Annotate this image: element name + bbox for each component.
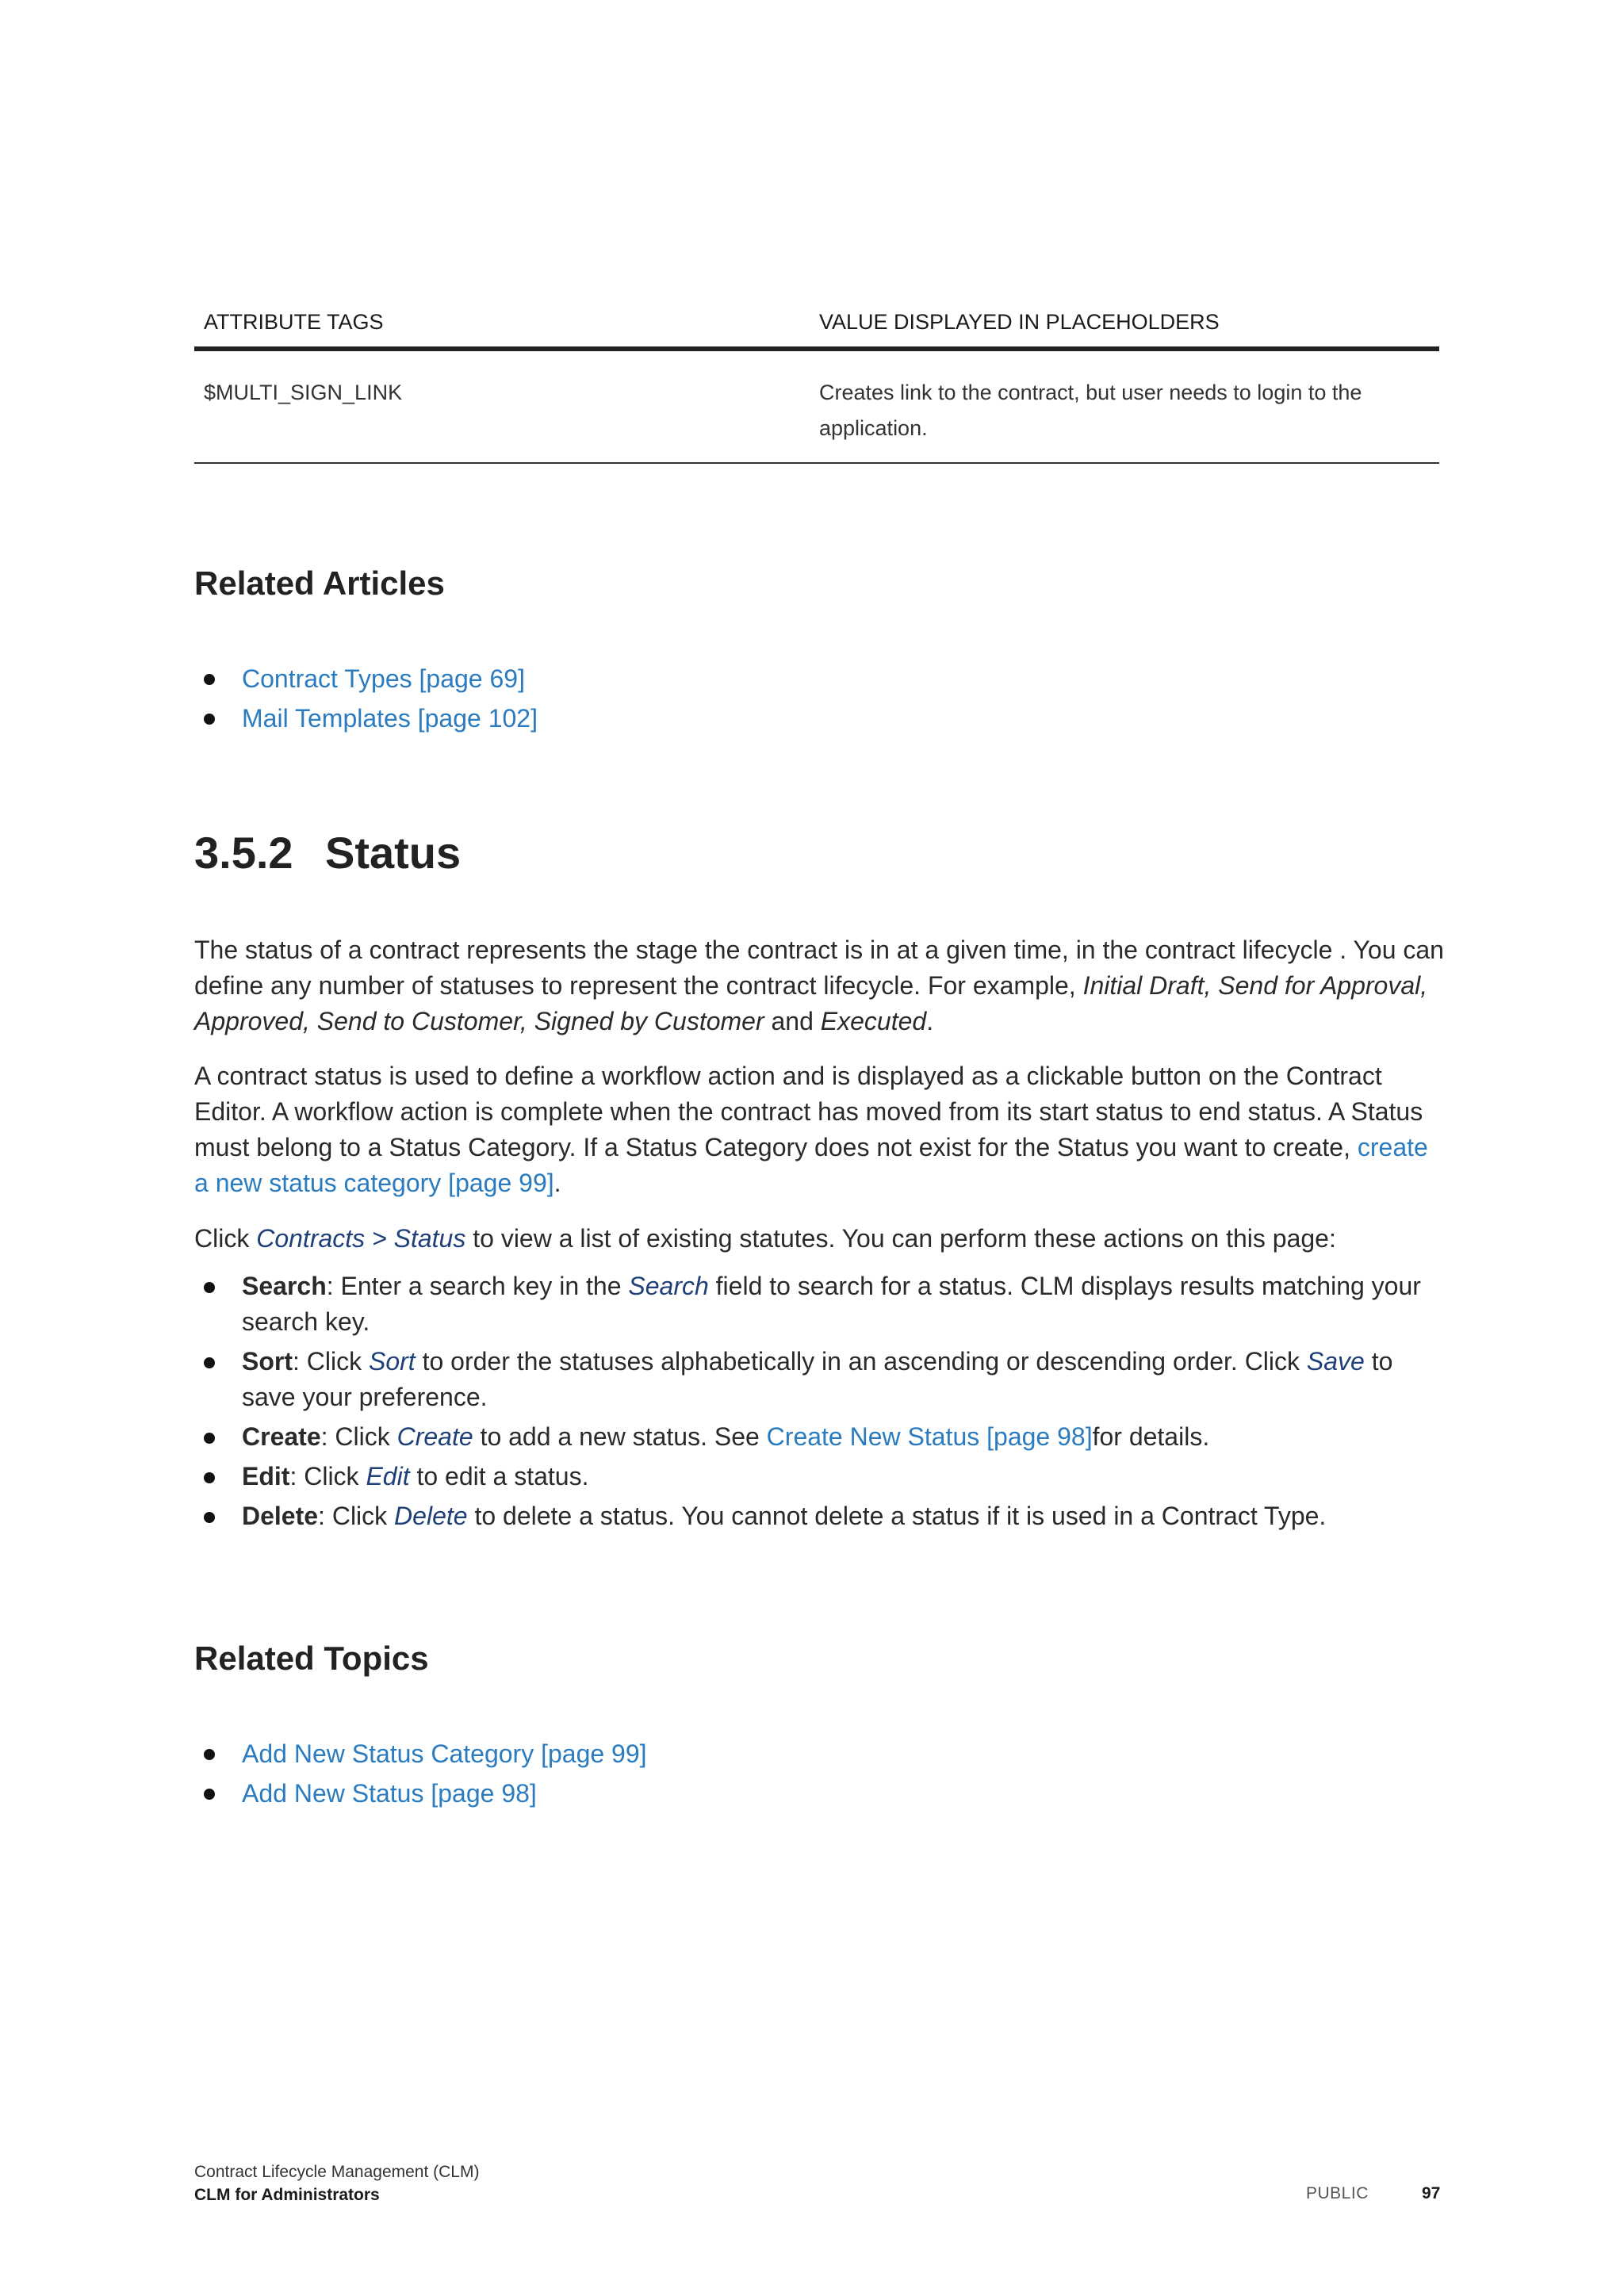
cell-attribute-tag: $MULTI_SIGN_LINK bbox=[204, 381, 403, 404]
footer-document-info bbox=[194, 2160, 479, 2206]
table-row bbox=[194, 351, 1439, 464]
action-text: : Click bbox=[289, 1462, 366, 1490]
cell-value-line2: application. bbox=[819, 416, 928, 440]
page-number: 97 bbox=[1422, 2184, 1441, 2202]
action-term: Edit bbox=[242, 1462, 290, 1490]
action-text: to delete a status. You cannot delete a status if it is used in a Contract Type. bbox=[467, 1502, 1327, 1530]
paragraph-text: . bbox=[553, 1169, 561, 1197]
ui-term: Create bbox=[396, 1422, 473, 1451]
attribute-table bbox=[194, 297, 1439, 464]
action-text: : Enter a search key in the bbox=[326, 1272, 629, 1300]
example-statuses: Initial Draft, Send for Approval, Approved, Send to Customer, Signed by Customer bbox=[194, 971, 1428, 1035]
link-create-status-category[interactable]: create a new status category [page 99] bbox=[194, 1133, 1428, 1197]
ui-term: Sort bbox=[369, 1347, 416, 1376]
paragraph-text: Click bbox=[194, 1224, 257, 1253]
ui-term: Edit bbox=[366, 1462, 410, 1490]
action-text: to edit a status. bbox=[409, 1462, 589, 1490]
action-text: to order the statuses alphabetically in an ascending or descending order. Click bbox=[415, 1347, 1307, 1376]
example-status-executed: Executed bbox=[820, 1007, 927, 1035]
action-text: field to search for a status. CLM displays results matching your search key. bbox=[242, 1272, 1421, 1336]
list-item-create bbox=[194, 1419, 1447, 1455]
ui-term: Search bbox=[628, 1272, 709, 1300]
action-term: Delete bbox=[242, 1502, 319, 1530]
paragraph-text: and bbox=[764, 1007, 821, 1035]
list-item-edit bbox=[194, 1459, 1447, 1494]
list-item bbox=[194, 698, 538, 738]
footer-classification: PUBLIC bbox=[1306, 2184, 1369, 2202]
paragraph-workflow bbox=[194, 1058, 1447, 1201]
action-term: Sort bbox=[242, 1347, 293, 1376]
section-title: Status bbox=[325, 828, 462, 878]
action-text: : Click bbox=[320, 1422, 397, 1451]
paragraph-text: to view a list of existing statutes. You can perform these actions on this page: bbox=[465, 1224, 1336, 1253]
link-create-new-status[interactable]: Create New Status [page 98] bbox=[766, 1422, 1093, 1451]
footer-product: Contract Lifecycle Management (CLM) bbox=[194, 2163, 480, 2181]
related-articles-list bbox=[194, 659, 538, 738]
list-item-sort bbox=[194, 1344, 1447, 1415]
cell-value-line1: Creates link to the contract, but user needs to login to the bbox=[819, 381, 1362, 404]
action-text: to save your preference. bbox=[242, 1347, 1393, 1411]
action-text: : Click bbox=[293, 1347, 369, 1376]
related-topics-heading: Related Topics bbox=[194, 1640, 429, 1677]
footer-doc-title: CLM for Administrators bbox=[194, 2186, 380, 2204]
related-topics-list bbox=[194, 1734, 647, 1813]
action-term: Search bbox=[242, 1272, 327, 1300]
menu-path: Contracts > Status bbox=[256, 1224, 466, 1253]
section-number: 3.5.2 bbox=[194, 828, 293, 878]
list-item-search bbox=[194, 1269, 1447, 1340]
action-text: for details. bbox=[1092, 1422, 1210, 1451]
paragraph-click-path bbox=[194, 1221, 1447, 1257]
action-term: Create bbox=[242, 1422, 321, 1451]
link-mail-templates[interactable]: Mail Templates [page 102] bbox=[242, 704, 538, 733]
list-item-delete bbox=[194, 1498, 1447, 1534]
table-header-row bbox=[194, 297, 1439, 351]
column-header-value: VALUE DISPLAYED IN PLACEHOLDERS bbox=[819, 309, 1220, 334]
paragraph-text: . bbox=[926, 1007, 934, 1035]
paragraph-text: The status of a contract represents the stage the contract is in at a given time, in the contract lifecycle . You can define any number of statuses to represent the contract lifecycle. For example, bbox=[194, 936, 1444, 1000]
link-contract-types[interactable]: Contract Types [page 69] bbox=[242, 664, 525, 693]
ui-term: Save bbox=[1306, 1347, 1365, 1376]
list-item bbox=[194, 659, 538, 698]
ui-term: Delete bbox=[394, 1502, 468, 1530]
paragraph-text: A contract status is used to define a workflow action and is displayed as a clickable button on the Contract Editor. A workflow action is complete when the contract has moved from its start status to end status. A Status must belong to a Status Category. If a Status Category does not exist for the Status you want to create, bbox=[194, 1062, 1423, 1161]
list-item bbox=[194, 1774, 647, 1813]
action-text: to add a new status. See bbox=[473, 1422, 767, 1451]
section-heading bbox=[194, 827, 461, 878]
related-articles-heading: Related Articles bbox=[194, 564, 445, 602]
link-add-new-status[interactable]: Add New Status [page 98] bbox=[242, 1779, 537, 1808]
list-item bbox=[194, 1734, 647, 1774]
cell-value bbox=[819, 375, 1439, 446]
actions-list bbox=[194, 1269, 1447, 1538]
paragraph-intro bbox=[194, 932, 1447, 1039]
link-add-new-status-category[interactable]: Add New Status Category [page 99] bbox=[242, 1739, 647, 1768]
action-text: : Click bbox=[318, 1502, 395, 1530]
column-header-attribute-tags: ATTRIBUTE TAGS bbox=[204, 309, 384, 334]
